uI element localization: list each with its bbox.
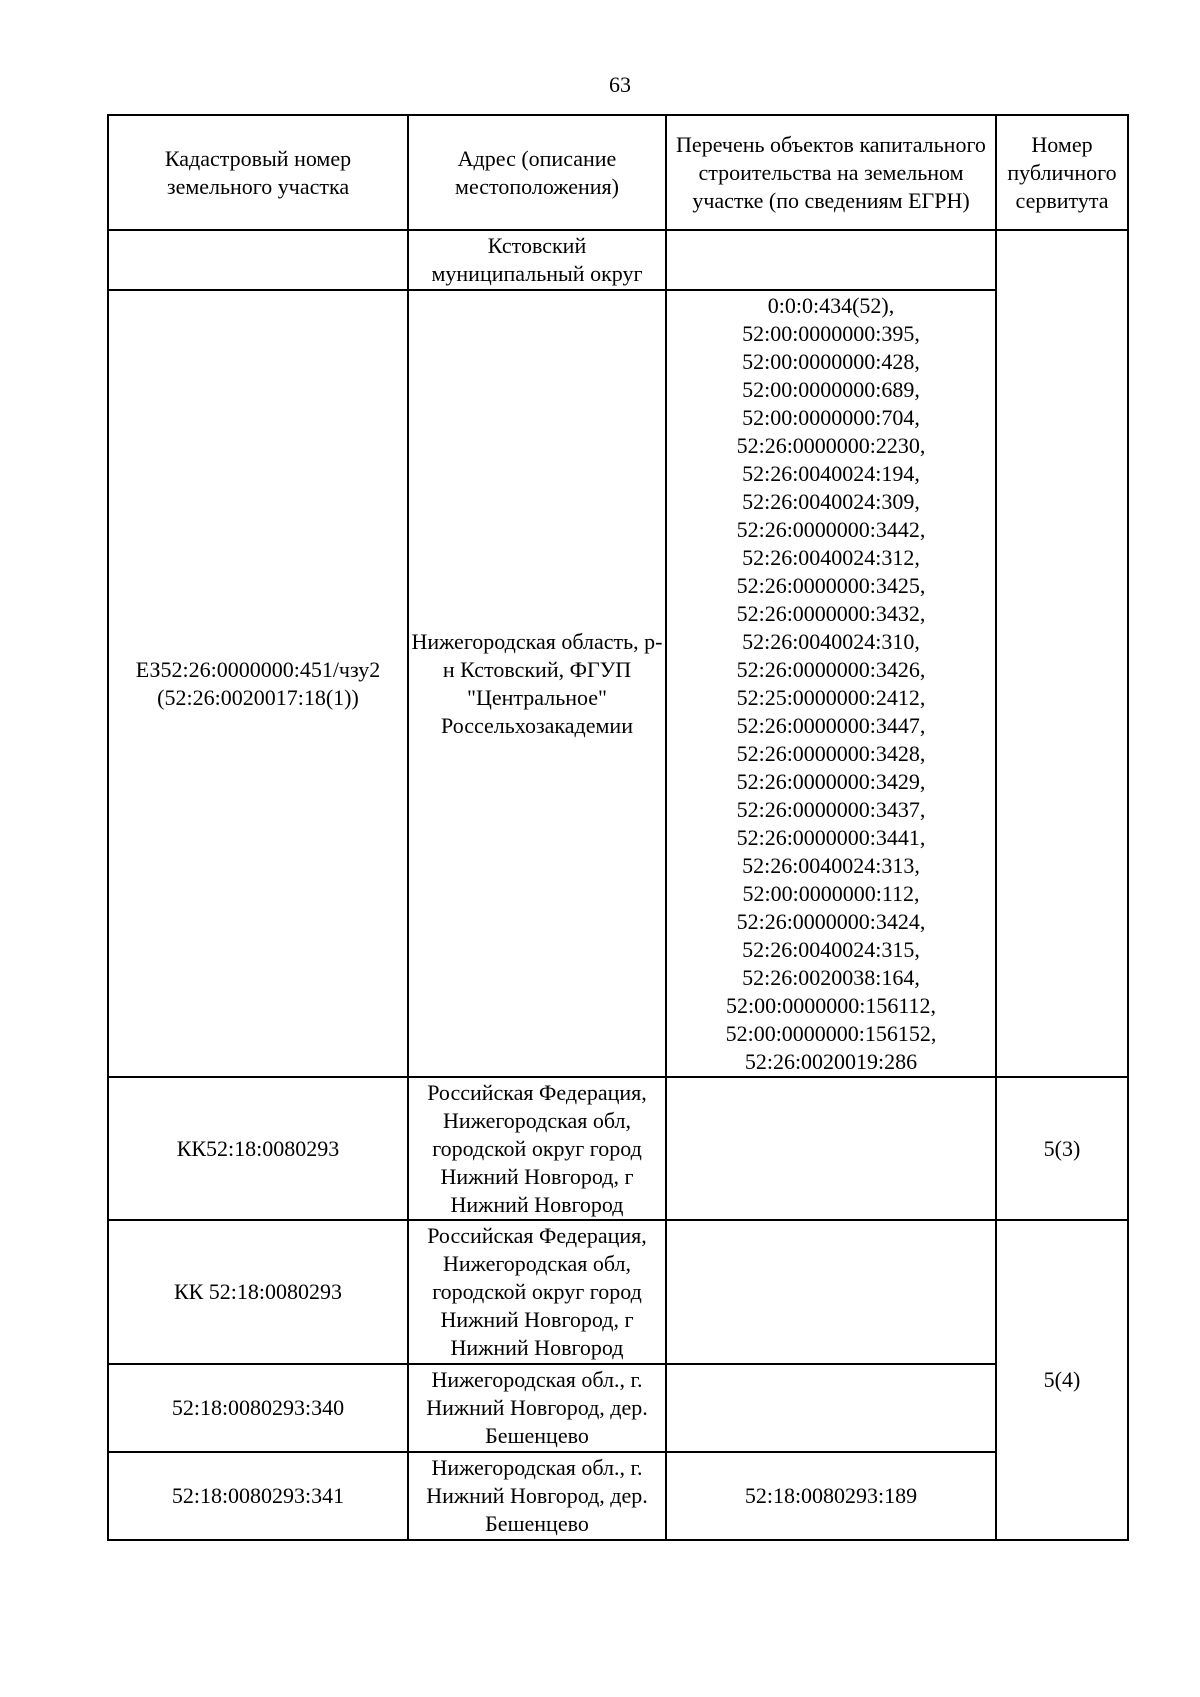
objects-cell: 52:18:0080293:189 bbox=[666, 1452, 996, 1540]
object-item: 52:26:0000000:3447, bbox=[736, 712, 926, 738]
servitude-cell bbox=[996, 230, 1128, 1077]
object-item: 52:26:0020038:164, bbox=[742, 964, 920, 990]
object-item: 52:25:0000000:2412, bbox=[736, 684, 926, 710]
header-objects: Перечень объектов капитального строительства на земельном участке (по сведениям ЕГРН) bbox=[666, 115, 996, 230]
objects-cell bbox=[666, 1077, 996, 1220]
object-item: 52:26:0000000:3437, bbox=[736, 796, 926, 822]
cadastral-cell bbox=[108, 230, 408, 290]
cadastral-cell: ЕЗ52:26:0000000:451/чзу2 (52:26:0020017:18(1)) bbox=[108, 290, 408, 1077]
table-row bbox=[108, 1364, 1128, 1452]
servitude-table bbox=[107, 114, 1129, 1541]
object-item: 52:26:0000000:3442, bbox=[736, 516, 926, 542]
object-item: 52:26:0040024:312, bbox=[742, 544, 920, 570]
table-row bbox=[108, 1220, 1128, 1364]
object-item: 52:26:0040024:194, bbox=[742, 460, 920, 486]
object-item: 52:00:0000000:156112, bbox=[725, 992, 937, 1018]
objects-cell bbox=[666, 290, 996, 1077]
cadastral-cell: КК 52:18:0080293 bbox=[108, 1220, 408, 1364]
object-item: 52:26:0020019:286 bbox=[744, 1048, 918, 1074]
cadastral-cell: 52:18:0080293:341 bbox=[108, 1452, 408, 1540]
object-item: 52:00:0000000:428, bbox=[742, 348, 920, 374]
object-item: 52:26:0000000:2230, bbox=[736, 432, 926, 458]
objects-cell bbox=[666, 1364, 996, 1452]
object-item: 52:26:0000000:3441, bbox=[736, 824, 926, 850]
page-number: 63 bbox=[609, 72, 631, 97]
servitude-cell: 5(4) bbox=[996, 1220, 1128, 1540]
object-item: 52:26:0040024:313, bbox=[742, 852, 920, 878]
header-address: Адрес (описание местоположения) bbox=[408, 115, 666, 230]
object-item: 52:00:0000000:156152, bbox=[725, 1020, 937, 1046]
cadastral-cell: 52:18:0080293:340 bbox=[108, 1364, 408, 1452]
header-servitude: Номер публичного сервитута bbox=[996, 115, 1128, 230]
object-item: 0:0:0:434(52), bbox=[767, 292, 895, 318]
object-item: 52:26:0000000:3428, bbox=[736, 740, 926, 766]
header-cadastral: Кадастровый номер земельного участка bbox=[108, 115, 408, 230]
object-item: 52:26:0000000:3432, bbox=[736, 600, 926, 626]
objects-cell bbox=[666, 230, 996, 290]
object-item: 52:26:0040024:310, bbox=[742, 628, 920, 654]
cadastral-cell: КК52:18:0080293 bbox=[108, 1077, 408, 1220]
table-row bbox=[108, 290, 1128, 1077]
objects-cell bbox=[666, 1220, 996, 1364]
object-item: 52:26:0000000:3426, bbox=[736, 656, 926, 682]
header-row bbox=[108, 115, 1128, 230]
object-item: 52:26:0000000:3429, bbox=[736, 768, 926, 794]
table-row bbox=[108, 230, 1128, 290]
object-item: 52:00:0000000:689, bbox=[742, 376, 920, 402]
address-cell: Нижегородская обл., г. Нижний Новгород, дер. Бешенцево bbox=[408, 1364, 666, 1452]
address-cell: Кстовский муниципальный округ bbox=[408, 230, 666, 290]
object-item: 52:00:0000000:704, bbox=[742, 404, 920, 430]
object-item: 52:26:0000000:3425, bbox=[736, 572, 926, 598]
table-row bbox=[108, 1077, 1128, 1220]
object-item: 52:00:0000000:395, bbox=[742, 320, 920, 346]
object-item: 52:26:0040024:315, bbox=[742, 936, 920, 962]
address-cell: Нижегородская область, р-н Кстовский, ФГУП "Центральное" Россельхозакадемии bbox=[408, 290, 666, 1077]
object-item: 52:26:0000000:3424, bbox=[736, 908, 926, 934]
object-item: 52:00:0000000:112, bbox=[742, 880, 920, 906]
table-row bbox=[108, 1452, 1128, 1540]
address-cell: Российская Федерация, Нижегородская обл, городской округ город Нижний Новгород, г Нижний Новгород bbox=[408, 1220, 666, 1364]
address-cell: Нижегородская обл., г. Нижний Новгород, дер. Бешенцево bbox=[408, 1452, 666, 1540]
address-cell: Российская Федерация, Нижегородская обл, городской округ город Нижний Новгород, г Нижний Новгород bbox=[408, 1077, 666, 1220]
servitude-cell: 5(3) bbox=[996, 1077, 1128, 1220]
object-item: 52:26:0040024:309, bbox=[742, 488, 920, 514]
